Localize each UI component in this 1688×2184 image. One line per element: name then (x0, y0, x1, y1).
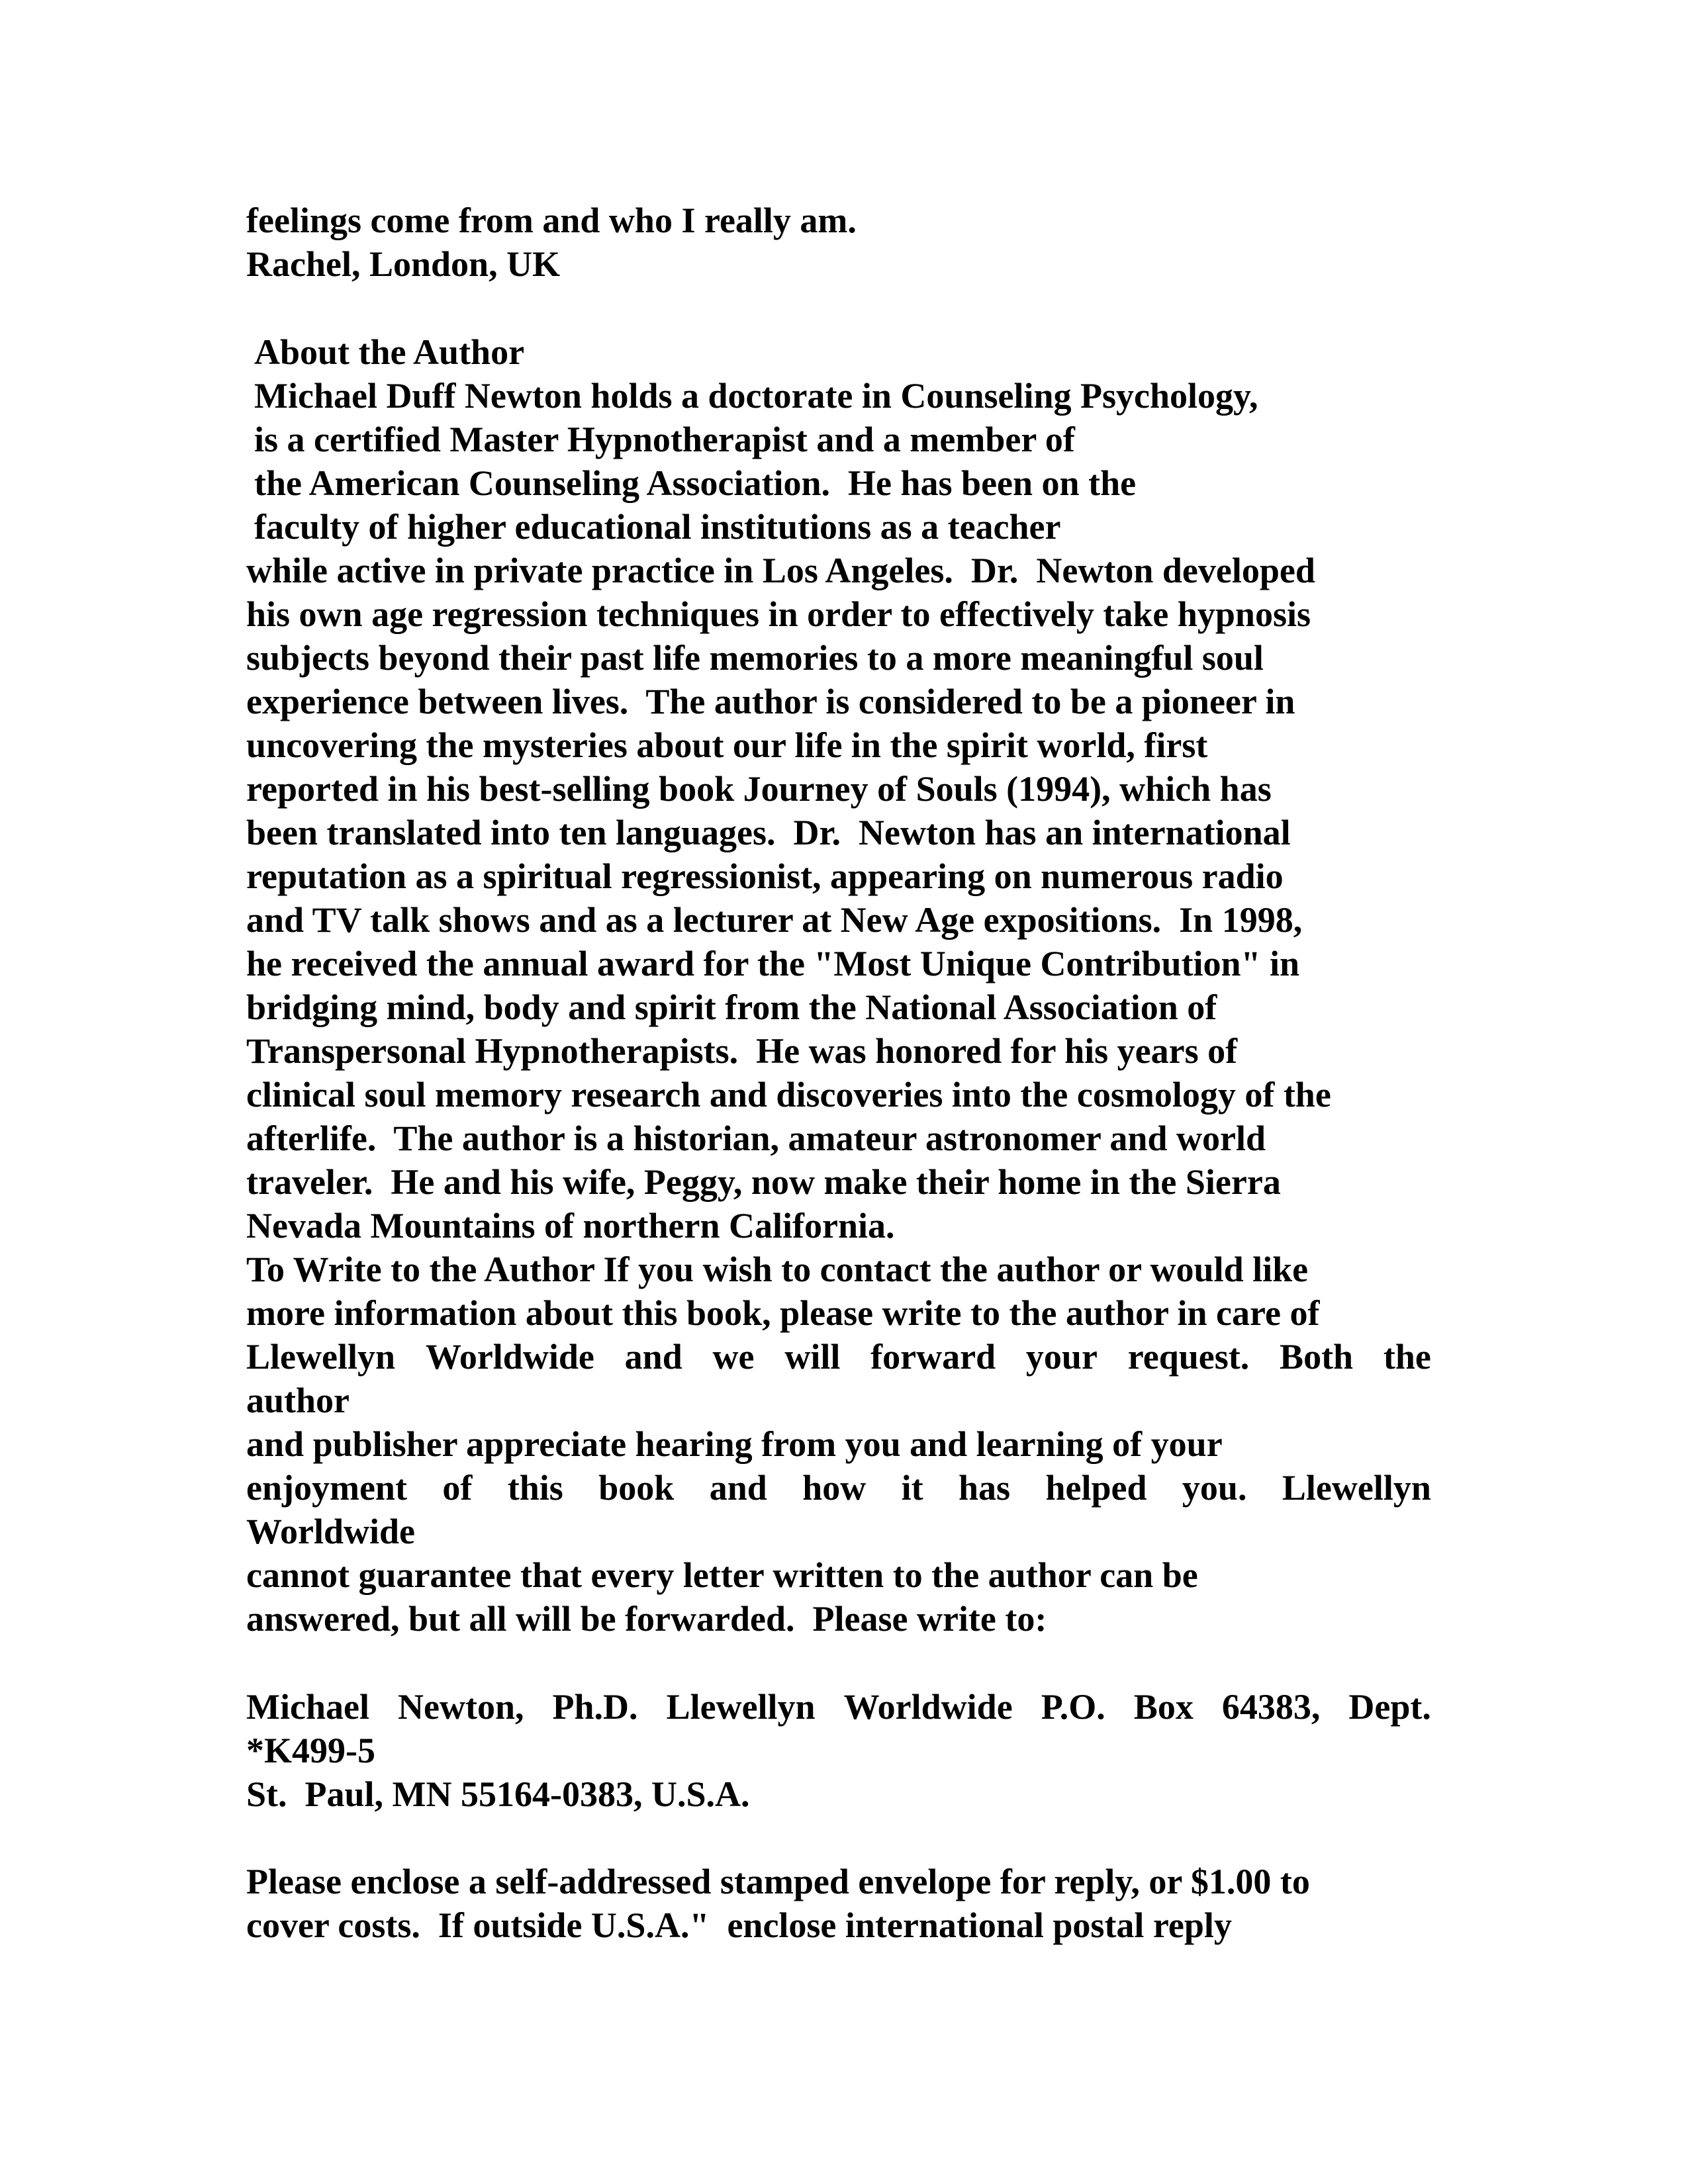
word: Llewellyn (246, 1337, 395, 1377)
word: your (1025, 1337, 1098, 1377)
about-line: while active in private practice in Los Angeles. Dr. Newton developed (246, 551, 1315, 590)
about-line: his own age regression techniques in order to effectively take hypnosis (246, 594, 1311, 634)
word: Box (1133, 1687, 1194, 1727)
word: Dept. (1348, 1687, 1431, 1727)
word: Michael (246, 1687, 369, 1727)
about-line: reported in his best-selling book Journey of Souls (1994), which has (246, 769, 1272, 809)
about-line: he received the annual award for the "Most Unique Contribution" in (246, 944, 1300, 983)
write-line: and publisher appreciate hearing from you and learning of your (246, 1424, 1223, 1464)
about-line: afterlife. The author is a historian, amateur astronomer and world (246, 1118, 1266, 1158)
word: we (712, 1337, 755, 1377)
about-line: the American Counseling Association. He has been on the (254, 463, 1137, 503)
about-line: Transpersonal Hypnotherapists. He was honored for his years of (246, 1031, 1238, 1071)
write-line: author (246, 1381, 350, 1420)
about-heading: About the Author (254, 332, 525, 372)
write-line: cannot guarantee that every letter written to the author can be (246, 1555, 1198, 1595)
word: Worldwide (843, 1687, 1013, 1727)
address-justified-line (246, 1685, 1431, 1729)
about-line: is a certified Master Hypnotherapist and a member of (254, 420, 1075, 459)
word: Ph.D. (552, 1687, 638, 1727)
word: has (959, 1468, 1011, 1508)
word: Worldwide (425, 1337, 594, 1377)
write-justified-line (246, 1466, 1431, 1510)
word: enjoyment (246, 1468, 407, 1508)
enclose-line: Please enclose a self-addressed stamped envelope for reply, or $1.00 to (246, 1862, 1310, 1901)
word: Llewellyn (1282, 1468, 1431, 1508)
testimonial-line: feelings come from and who I really am. (246, 201, 857, 240)
word: forward (870, 1337, 996, 1377)
word: this (507, 1468, 563, 1508)
write-justified-line (246, 1335, 1431, 1379)
about-line: clinical soul memory research and discoveries into the cosmology of the (246, 1075, 1331, 1115)
word: helped (1045, 1468, 1147, 1508)
word: P.O. (1041, 1687, 1105, 1727)
about-line: Michael Duff Newton holds a doctorate in Counseling Psychology, (254, 376, 1258, 416)
about-line: subjects beyond their past life memories to a more meaningful soul (246, 638, 1264, 678)
testimonial-attribution: Rachel, London, UK (246, 244, 561, 284)
word: you. (1182, 1468, 1247, 1508)
about-line: and TV talk shows and as a lecturer at New Age expositions. In 1998, (246, 900, 1303, 940)
word: it (901, 1468, 923, 1508)
word: of (442, 1468, 473, 1508)
write-line: answered, but all will be forwarded. Please write to: (246, 1599, 1047, 1639)
address-city-line: St. Paul, MN 55164-0383, U.S.A. (246, 1774, 750, 1814)
word: request. (1127, 1337, 1250, 1377)
write-line: Worldwide (246, 1512, 416, 1551)
about-line: traveler. He and his wife, Peggy, now make their home in the Sierra (246, 1162, 1281, 1202)
word: how (802, 1468, 867, 1508)
about-line: reputation as a spiritual regressionist, appearing on numerous radio (246, 856, 1284, 896)
word: and (624, 1337, 682, 1377)
about-line: Nevada Mountains of northern California. (246, 1206, 895, 1246)
word: Newton, (398, 1687, 524, 1727)
word: book (598, 1468, 675, 1508)
word: Llewellyn (666, 1687, 816, 1727)
write-line: To Write to the Author If you wish to contact the author or would like (246, 1250, 1309, 1289)
enclose-line: cover costs. If outside U.S.A." enclose international postal reply (246, 1905, 1232, 1945)
word: the (1383, 1337, 1431, 1377)
about-line: bridging mind, body and spirit from the National Association of (246, 987, 1217, 1027)
word: Both (1280, 1337, 1354, 1377)
address-dept-code: *K499-5 (246, 1731, 375, 1770)
about-line: been translated into ten languages. Dr. Newton has an international (246, 813, 1291, 852)
about-line: experience between lives. The author is considered to be a pioneer in (246, 682, 1295, 721)
about-line: uncovering the mysteries about our life in the spirit world, first (246, 725, 1208, 765)
write-line: more information about this book, please write to the author in care of (246, 1293, 1320, 1333)
word: will (784, 1337, 841, 1377)
word: and (709, 1468, 767, 1508)
about-line: faculty of higher educational institutions as a teacher (254, 507, 1061, 547)
word: 64383, (1221, 1687, 1321, 1727)
